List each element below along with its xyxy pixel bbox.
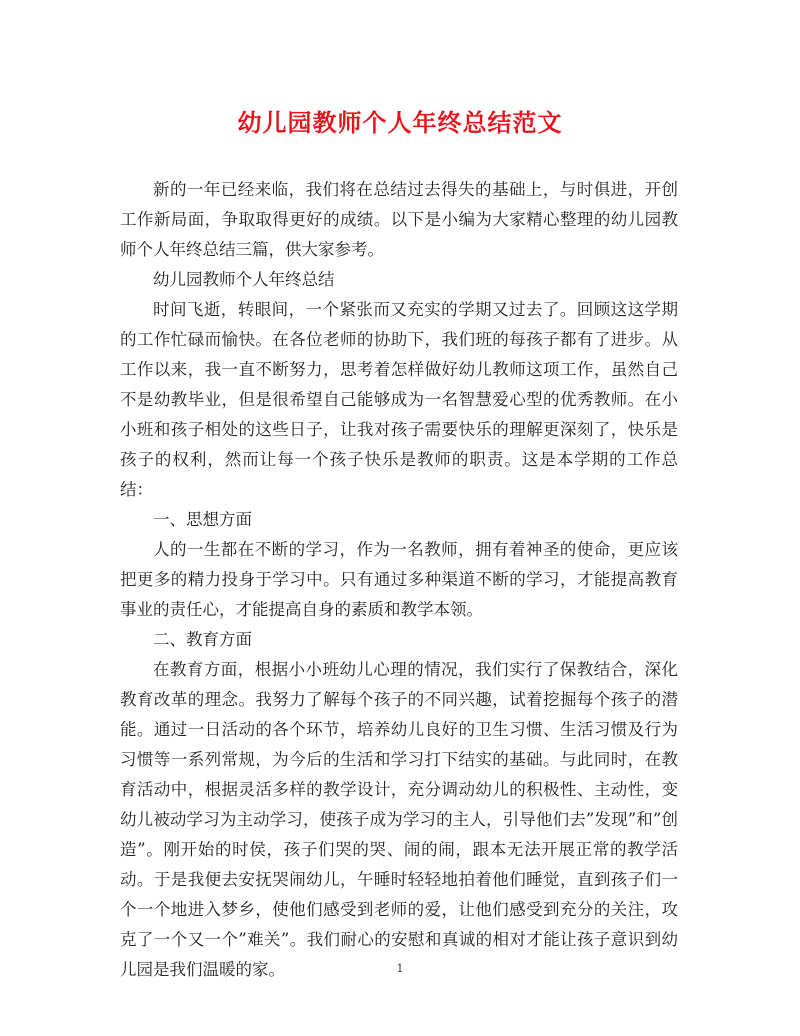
section-heading: 二、教育方面 [153, 630, 252, 649]
document-title: 幼儿园教师个人年终总结范文 [237, 108, 563, 137]
body-paragraph: 在教育方面，根据小小班幼儿心理的情况，我们实行了保教结合，深化教育改革的理念。我努力了解每个孩子的不同兴趣，试着挖掘每个孩子的潜能。通过一日活动的各个环节，培养幼儿良好的卫生习惯、生活习惯及行为习惯等一系列常规，为今后的生活和学习打下结实的基础。与此同时，在教育活动中，根据灵活多样的教学设计，充分调动幼儿的积极性、主动性，变幼儿被动学习为主动学习，使孩子成为学习的主人，引导他们去”发现”和”创造”。刚开始的时侯，孩子们哭的哭、闹的闹，跟本无法开展正常的教学活动。于是我便去安抚哭闹幼儿，午睡时轻轻地拍着他们睡觉，直到孩子们一个一个地进入梦乡，使他们感受到老师的爱，让他们感受到充分的关注，攻克了一个又一个”难关”。我们耐心的安慰和真诚的相对才能让孩子意识到幼儿园是我们温暖的家。 [120, 660, 678, 979]
section-heading: 幼儿园教师个人年终总结 [153, 270, 335, 289]
document-body [120, 175, 678, 985]
body-paragraph: 人的一生都在不断的学习，作为一名教师，拥有着神圣的使命，更应该把更多的精力投身于学习中。只有通过多种渠道不断的学习，才能提高教育事业的责任心，才能提高自身的素质和教学本领。 [120, 540, 678, 619]
section-heading: 一、思想方面 [153, 510, 252, 529]
body-paragraph: 时间飞逝，转眼间，一个紧张而又充实的学期又过去了。回顾这这学期的工作忙碌而愉快。在各位老师的协助下，我们班的每孩子都有了进步。从工作以来，我一直不断努力，思考着怎样做好幼儿教师这项工作，虽然自己不是幼教毕业，但是很希望自己能够成为一名智慧爱心型的优秀教师。在小小班和孩子相处的这些日子，让我对孩子需要快乐的理解更深刻了，快乐是孩子的权利，然而让每一个孩子快乐是教师的职责。这是本学期的工作总结： [120, 300, 678, 499]
intro-paragraph: 新的一年已经来临，我们将在总结过去得失的基础上，与时俱进，开创工作新局面，争取取得更好的成绩。以下是小编为大家精心整理的幼儿园教师个人年终总结三篇，供大家参考。 [120, 180, 678, 259]
page-number: 1 [396, 962, 404, 975]
